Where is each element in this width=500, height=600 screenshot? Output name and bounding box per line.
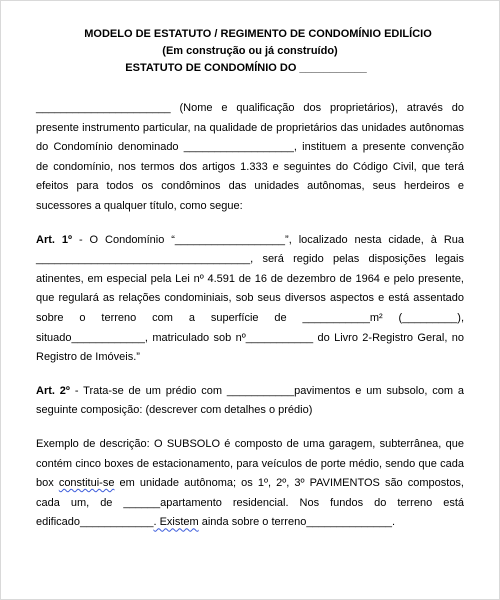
article-2-paragraph xyxy=(36,382,464,421)
article-1-label: Art. 1º xyxy=(36,233,73,246)
spellcheck-flag: . Existem xyxy=(153,516,199,529)
article-1-paragraph xyxy=(36,231,464,368)
spacer xyxy=(36,217,464,231)
spacer xyxy=(36,368,464,382)
statute-heading: ESTATUTO DE CONDOMÍNIO DO ___________ xyxy=(125,62,367,74)
spellcheck-flag: constitui-se xyxy=(58,477,115,490)
document-page xyxy=(36,26,464,533)
intro-paragraph: ______________________ (Nome e qualificação dos proprietários), através do presente instrumento particular, na qualidade de proprietários das unidades autônomas do Condomínio denominado __________________, instituem a presente convenção de condomínio, nos termos dos artigos 1.333 e seguintes do Código Civil, que terá efeitos para todos os condôminos das unidades autônomas, seus herdeiros e sucessores a qualquer título, como segue: xyxy=(36,102,464,212)
article-2-text: - Trata-se de um prédio com ___________pavimentos e um subsolo, com a seguinte composição: (descrever com detalhes o prédio) xyxy=(36,384,465,417)
document-subtitle: (Em construção ou já construído) xyxy=(162,45,338,57)
article-1-text: - O Condomínio “__________________”, localizado nesta cidade, à Rua ___________________________________, será regido pelas disposições legais atinentes, em especial pela Lei nº 4.591 de 16 de dezembro de 1964 e pelo presente, que regulará as relações condominiais, sob seus diversos aspectos e está assentado sobre o terreno com a superfície de ___________m² (_________), situado____________, matriculado sob nº___________ do Livro 2-Registro Geral, no Registro de Imóveis.” xyxy=(36,233,464,364)
document-title: MODELO DE ESTATUTO / REGIMENTO DE CONDOMÍNIO EDILÍCIO xyxy=(84,28,432,40)
example-paragraph xyxy=(36,435,464,533)
example-text-3: ainda sobre o terreno______________. xyxy=(198,516,396,529)
example-text-1: Exemplo de descrição: O SUBSOLO é composto de uma garagem, subterrânea, que contém cinco boxes de estacionamento, para veículos de porte médio, sendo que cada box xyxy=(36,437,464,490)
article-2-label: Art. 2º xyxy=(36,384,70,397)
spacer xyxy=(36,421,464,435)
example-text-2: em unidade autônoma; os 1º, 2º, 3º PAVIMENTOS são compostos, cada um, de ______apartamento residencial. Nos fundos do terreno está edificado____________ xyxy=(36,477,464,529)
spacer xyxy=(36,77,464,99)
